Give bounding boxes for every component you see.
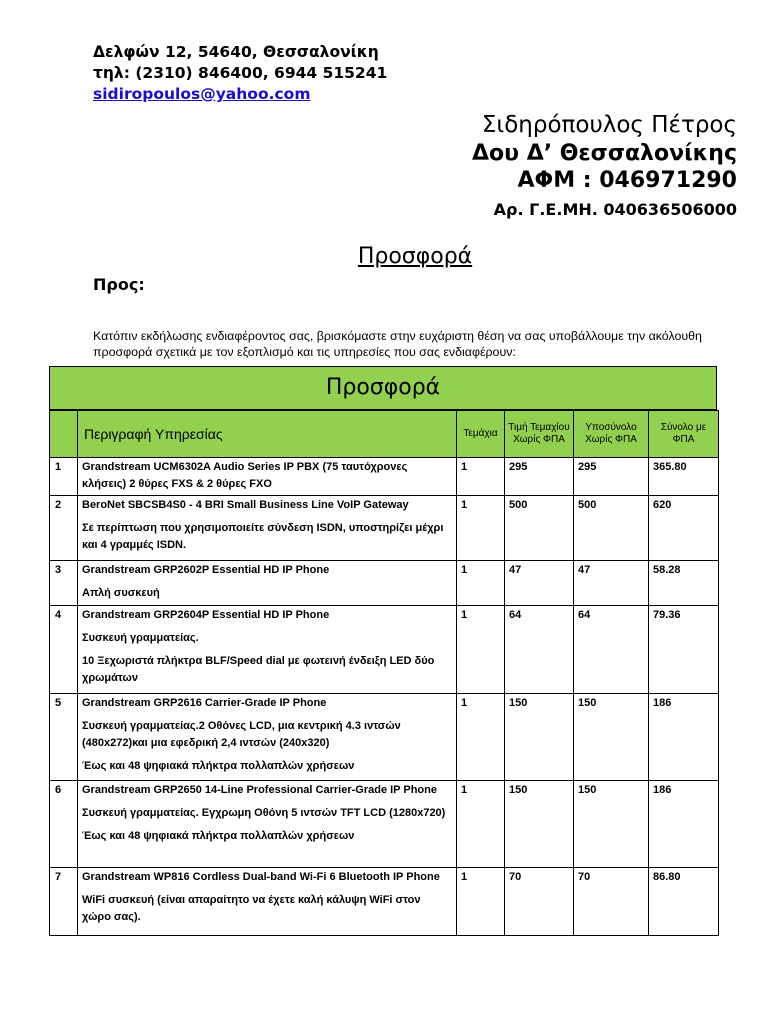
row-total: 86.80: [649, 868, 719, 936]
item-title: Grandstream WP816 Cordless Dual-band Wi-Fi 6 Bluetooth IP Phone: [82, 871, 440, 883]
row-description: [78, 694, 457, 781]
item-note: Έως και 48 ψηφιακά πλήκτρα πολλαπλών χρήσεων: [82, 760, 355, 772]
item-title: Grandstream GRP2616 Carrier-Grade IP Phone: [82, 697, 327, 709]
item-note: Έως και 48 ψηφιακά πλήκτρα πολλαπλών χρήσεων: [82, 830, 355, 842]
header-subtotal: Υποσύνολο Χωρίς ΦΠΑ: [574, 411, 649, 458]
row-number: 5: [50, 694, 78, 781]
intro-paragraph: Κατόπιν εκδήλωσης ενδιαφέροντος σας, βρισκόμαστε στην ευχάριστη θέση να σας υποβάλλουμε την ακόλουθη προσφορά σχετικά με τον εξοπλισμό και τις υπηρεσίες που σας ενδιαφέρουν:: [93, 329, 702, 359]
row-unit-price: 150: [505, 694, 574, 781]
header-unit-price: Τιμή Τεμαχίου Χωρίς ΦΠΑ: [505, 411, 574, 458]
header-total: Σύνολο με ΦΠΑ: [649, 411, 719, 458]
item-note: WiFi συσκευή (είναι απαραίτητο να έχετε καλή κάλυψη WiFi στον χώρο σας).: [82, 894, 421, 923]
row-qty: 1: [457, 561, 505, 606]
row-qty: 1: [457, 694, 505, 781]
row-number: 6: [50, 781, 78, 868]
row-subtotal: 64: [574, 606, 649, 694]
row-description: [78, 606, 457, 694]
row-total: 365.80: [649, 458, 719, 496]
row-subtotal: 150: [574, 781, 649, 868]
header-qty: Τεμάχια: [457, 411, 505, 458]
row-unit-price: 295: [505, 458, 574, 496]
row-qty: 1: [457, 458, 505, 496]
row-subtotal: 150: [574, 694, 649, 781]
offer-table: [49, 410, 719, 936]
offer-table-header-row: [50, 411, 719, 458]
contact-block: [93, 42, 387, 105]
row-total: 79.36: [649, 606, 719, 694]
row-unit-price: 64: [505, 606, 574, 694]
item-note: 10 Ξεχωριστά πλήκτρα BLF/Speed dial με φωτεινή ένδειξη LED δύο χρωμάτων: [82, 655, 435, 684]
row-total: 186: [649, 694, 719, 781]
row-subtotal: 295: [574, 458, 649, 496]
row-qty: 1: [457, 868, 505, 936]
sender-vat-number: ΑΦΜ : 046971290: [517, 168, 737, 193]
item-note: Συσκευή γραμματείας.2 Οθόνες LCD, μια κεντρική 4.3 ιντσών (480x272)και μια εφεδρική 2,4 ιντσών (240x320): [82, 720, 401, 749]
row-qty: 1: [457, 496, 505, 561]
row-total: 58.28: [649, 561, 719, 606]
sender-tax-office: Δου Δ’ Θεσσαλονίκης: [472, 141, 737, 166]
contact-address: Δελφών 12, 54640, Θεσσαλονίκη: [93, 43, 379, 61]
row-number: 3: [50, 561, 78, 606]
row-subtotal: 500: [574, 496, 649, 561]
table-row: [50, 606, 719, 694]
table-row: [50, 781, 719, 868]
item-note: Συσκευή γραμματείας. Εγχρωμη Οθόνη 5 ιντσών TFT LCD (1280x720): [82, 807, 446, 819]
row-unit-price: 70: [505, 868, 574, 936]
row-unit-price: 150: [505, 781, 574, 868]
row-unit-price: 47: [505, 561, 574, 606]
item-title: Grandstream GRP2650 14-Line Professional Carrier-Grade IP Phone: [82, 784, 437, 796]
row-qty: 1: [457, 606, 505, 694]
sender-name: Σιδηρόπουλος Πέτρος: [481, 112, 737, 138]
table-row: [50, 694, 719, 781]
row-description: [78, 868, 457, 936]
item-note: Σε περίπτωση που χρησιμοποιείτε σύνδεση ISDN, υποστηρίζει μέχρι και 4 γραμμές ISDN.: [82, 522, 444, 551]
table-row: [50, 561, 719, 606]
row-description: [78, 458, 457, 496]
header-description: Περιγραφή Υπηρεσίας: [78, 411, 457, 458]
item-title: Grandstream GRP2602P Essential HD IP Phone: [82, 564, 330, 576]
table-row: [50, 496, 719, 561]
item-note: Συσκευή γραμματείας.: [82, 632, 199, 644]
table-row: [50, 458, 719, 496]
row-description: [78, 781, 457, 868]
header-num: [50, 411, 78, 458]
row-number: 2: [50, 496, 78, 561]
row-qty: 1: [457, 781, 505, 868]
item-title: Grandstream UCM6302A Audio Series IP PBX (75 ταυτόχρονες κλήσεις) 2 θύρες FXS & 2 θύρες FXO: [82, 461, 408, 490]
row-subtotal: 47: [574, 561, 649, 606]
row-description: [78, 561, 457, 606]
recipient-label: Προς:: [93, 275, 145, 294]
row-number: 7: [50, 868, 78, 936]
contact-email-link[interactable]: sidiropoulos@yahoo.com: [93, 85, 311, 103]
row-description: [78, 496, 457, 561]
document-title: Προσφορά: [357, 244, 473, 269]
row-number: 4: [50, 606, 78, 694]
row-unit-price: 500: [505, 496, 574, 561]
row-total: 620: [649, 496, 719, 561]
item-title: BeroNet SBCSB4S0 - 4 BRI Small Business Line VoIP Gateway: [82, 499, 409, 511]
item-note: Απλή συσκευή: [82, 587, 160, 599]
row-total: 186: [649, 781, 719, 868]
sender-gemi-number: Αρ. Γ.Ε.ΜΗ. 040636506000: [493, 200, 737, 219]
row-subtotal: 70: [574, 868, 649, 936]
row-number: 1: [50, 458, 78, 496]
sender-block: [472, 110, 737, 223]
item-title: Grandstream GRP2604P Essential HD IP Phone: [82, 609, 330, 621]
contact-phone: τηλ: (2310) 846400, 6944 515241: [93, 64, 388, 82]
offer-table-heading: Προσφορά: [49, 366, 717, 410]
table-row: [50, 868, 719, 936]
